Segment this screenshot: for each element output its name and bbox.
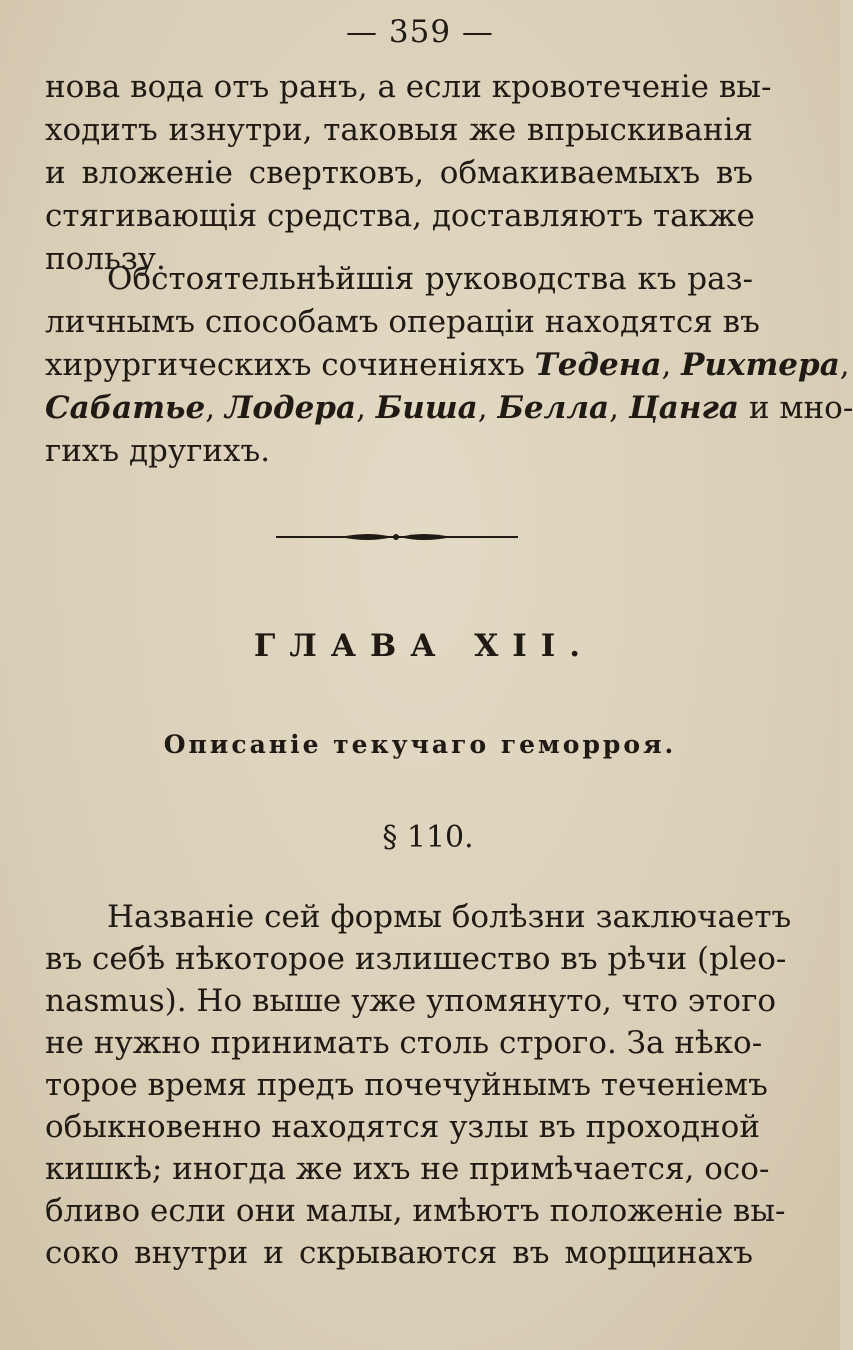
section-number: § 110. (382, 820, 474, 855)
paragraph-1 (45, 66, 772, 281)
text-line: личнымъ способамъ операціи находятся въ (45, 304, 760, 340)
text-line: нова вода отъ ранъ, а если кровотеченіе вы- (45, 69, 772, 105)
text-line: торое время предъ почечуйнымъ теченіемъ (45, 1067, 768, 1103)
text-line: въ себѣ нѣкоторое излишество въ рѣчи (pleo- (45, 941, 787, 977)
text-line-with-names: хирургическихъ сочиненіяхъ Тедена, Рихтера, (45, 347, 850, 383)
author-name: Цанга (628, 390, 740, 426)
chapter-title: ГЛАВА XII. (253, 628, 595, 664)
author-name: Белла (497, 390, 610, 426)
text-line: nasmus). Но выше уже упомянуто, что этого (45, 983, 776, 1019)
text-fragment: хирургическихъ сочиненіяхъ (45, 347, 525, 383)
text-line-with-names: Сабатье, Лодера, Биша, Белла, Цанга и мно- (45, 390, 853, 426)
paragraph-2 (45, 258, 853, 473)
author-name: Лодера (224, 390, 357, 426)
author-name: Биша (375, 390, 478, 426)
text-line: стягивающія средства, доставляютъ также (45, 198, 755, 234)
text-line: пользу. (45, 241, 166, 277)
text-line: обыкновенно находятся узлы въ проходной (45, 1109, 760, 1145)
text-line: соко внутри и скрываются въ морщинахъ (45, 1235, 753, 1271)
ornamental-divider (0, 526, 840, 548)
text-line: кишкѣ; иногда же ихъ не примѣчается, осо- (45, 1151, 770, 1187)
author-name: Тедена (534, 347, 662, 383)
text-line: Названіе сей формы болѣзни заключаетъ (107, 899, 792, 935)
text-line: гихъ другихъ. (45, 433, 271, 469)
author-name: Сабатье (45, 390, 206, 426)
page-number: — 359 — (346, 14, 494, 50)
paragraph-3 (45, 896, 792, 1274)
text-line: бливо если они малы, имѣютъ положеніе вы- (45, 1193, 786, 1229)
text-line: не нужно принимать столь строго. За нѣко- (45, 1025, 763, 1061)
text-line: и вложеніе свертковъ, обмакиваемыхъ въ (45, 155, 753, 191)
text-line: ходитъ изнутри, таковыя же впрыскиванія (45, 112, 753, 148)
text-line: Обстоятельнѣйшія руководства къ раз- (107, 261, 753, 297)
text-fragment: и мно- (748, 390, 853, 426)
author-name: Рихтера (681, 347, 840, 383)
chapter-subtitle: Описаніе текучаго геморроя. (163, 730, 677, 759)
